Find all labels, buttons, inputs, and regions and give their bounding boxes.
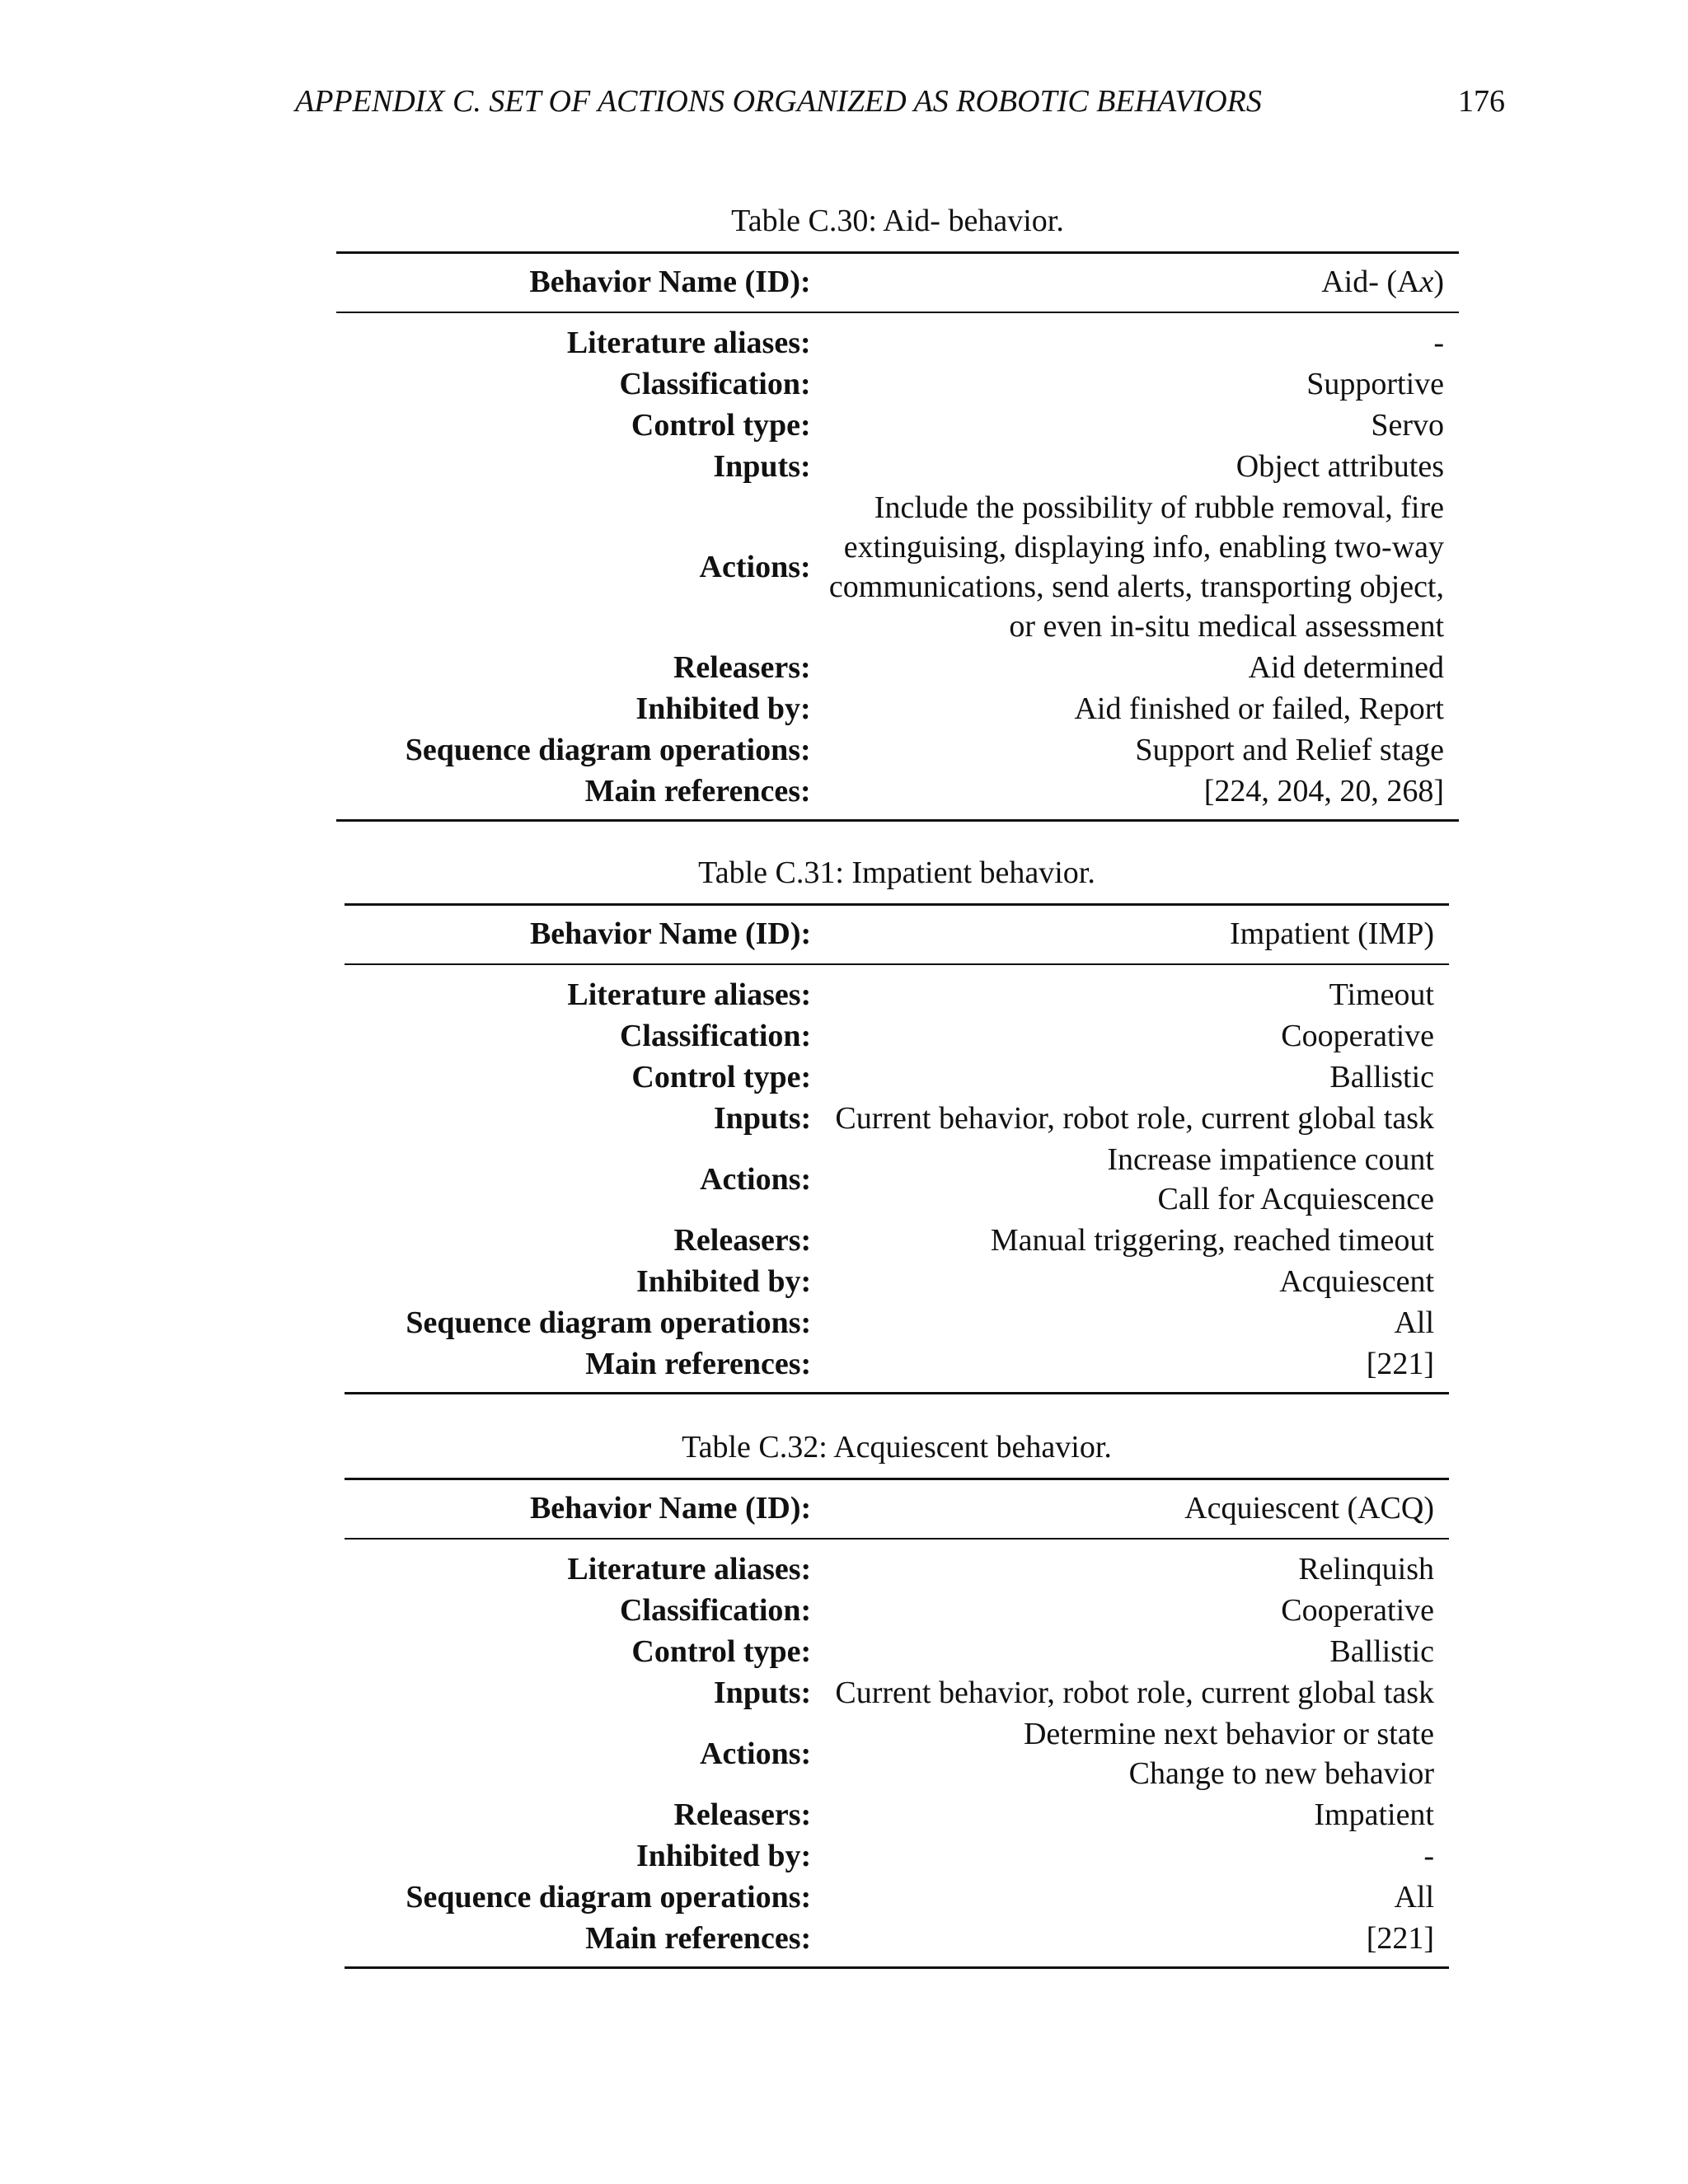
behavior-table [336, 251, 1459, 822]
table-caption: Table C.30: Aid- behavior. [731, 204, 1064, 238]
header-key: Behavior Name (ID): [336, 253, 819, 313]
table-row [336, 487, 1459, 647]
row-key: Releasers: [673, 1223, 812, 1258]
row-key: Actions: [700, 1736, 812, 1771]
row-value [819, 771, 1459, 821]
row-value-line: Support and Relief stage [1135, 733, 1444, 767]
row-value [819, 729, 1459, 771]
header-value: Acquiescent (ACQ) [819, 1479, 1449, 1540]
row-value [819, 1631, 1449, 1672]
behavior-table [345, 1478, 1449, 1969]
row-value-line: Supportive [1306, 367, 1444, 401]
row-key: Releasers: [673, 1797, 812, 1832]
table-row [345, 1794, 1449, 1835]
row-key: Classification: [619, 367, 811, 401]
row-value [819, 312, 1459, 363]
row-value [819, 1015, 1449, 1057]
row-value [819, 647, 1459, 688]
row-value-line: Ballistic [1329, 1634, 1434, 1669]
row-value-line: Include the possibility of rubble removal, fire [874, 490, 1444, 525]
row-value-line: Manual triggering, reached timeout [990, 1223, 1434, 1258]
table-acquiescent-behavior [345, 1427, 1449, 1969]
row-key: Literature aliases: [567, 977, 812, 1012]
table-row [345, 1877, 1449, 1918]
page-number: 176 [1458, 84, 1505, 119]
row-value [819, 1877, 1449, 1918]
row-key: Literature aliases: [567, 1552, 812, 1586]
row-key: Actions: [699, 550, 811, 584]
table-row [345, 1918, 1449, 1968]
table-caption: Table C.31: Impatient behavior. [698, 855, 1095, 890]
row-key: Sequence diagram operations: [405, 733, 811, 767]
row-value-line: Ballistic [1329, 1060, 1434, 1094]
header-value: Impatient (IMP) [819, 905, 1449, 965]
row-value [819, 1713, 1449, 1794]
row-key: Classification: [619, 1019, 812, 1053]
row-value-line: Relinquish [1298, 1552, 1434, 1586]
row-key: Actions: [700, 1162, 812, 1197]
row-value [819, 1539, 1449, 1590]
table-row [345, 1713, 1449, 1794]
row-key: Inhibited by: [635, 1264, 812, 1299]
table-header-row [336, 253, 1459, 313]
table-aid-behavior [336, 200, 1459, 822]
table-row [336, 688, 1459, 729]
table-header-row [345, 1479, 1449, 1540]
row-key: Control type: [631, 1634, 812, 1669]
row-key: Releasers: [673, 650, 811, 685]
row-value-line: Object attributes [1236, 449, 1444, 484]
table-row [345, 1302, 1449, 1343]
table-row [345, 1261, 1449, 1302]
row-value [819, 1139, 1449, 1220]
table-row [345, 964, 1449, 1015]
row-key: Literature aliases: [566, 326, 811, 360]
row-value-line: extinguising, displaying info, enabling two-way [843, 530, 1444, 565]
row-value [819, 487, 1459, 647]
table-row [336, 312, 1459, 363]
row-value [819, 1672, 1449, 1713]
table-impatient-behavior [345, 852, 1449, 1394]
row-value [819, 363, 1459, 405]
running-head [295, 81, 1505, 122]
table-row [345, 1835, 1449, 1877]
row-value-line: Cooperative [1281, 1593, 1434, 1628]
row-value [819, 1835, 1449, 1877]
header-key: Behavior Name (ID): [345, 1479, 819, 1540]
row-value [819, 688, 1459, 729]
table-row [336, 405, 1459, 446]
row-value-line: Call for Acquiescence [1157, 1182, 1434, 1216]
row-value-line: [221] [1366, 1347, 1434, 1381]
row-value [819, 1794, 1449, 1835]
row-value-line: All [1394, 1305, 1434, 1340]
row-key: Classification: [619, 1593, 812, 1628]
row-key: Sequence diagram operations: [406, 1880, 812, 1915]
row-key: Sequence diagram operations: [406, 1305, 812, 1340]
row-value-line: All [1394, 1880, 1434, 1915]
row-value [819, 1057, 1449, 1098]
table-row [336, 363, 1459, 405]
table-row [336, 771, 1459, 821]
row-value [819, 1302, 1449, 1343]
table-row [345, 1672, 1449, 1713]
table-row [345, 1098, 1449, 1139]
row-value-line: Determine next behavior or state [1023, 1717, 1434, 1751]
row-key: Control type: [631, 408, 811, 443]
table-row [345, 1015, 1449, 1057]
row-value-line: [221] [1366, 1921, 1434, 1956]
row-value [819, 405, 1459, 446]
row-value-line: Current behavior, robot role, current global task [835, 1675, 1434, 1710]
table-row [345, 1139, 1449, 1220]
table-caption: Table C.32: Acquiescent behavior. [682, 1430, 1112, 1465]
table-row [336, 647, 1459, 688]
row-value-line: Cooperative [1281, 1019, 1434, 1053]
running-head-title: APPENDIX C. SET OF ACTIONS ORGANIZED AS ROBOTIC BEHAVIORS [295, 84, 1262, 119]
row-value [819, 1220, 1449, 1261]
header-value: Aid- (Ax) [819, 253, 1459, 313]
row-key: Inhibited by: [635, 691, 811, 726]
table-row [345, 1220, 1449, 1261]
row-value [819, 1918, 1449, 1968]
table-header-row [345, 905, 1449, 965]
row-value-line: communications, send alerts, transporting object, [828, 569, 1444, 604]
table-row [345, 1590, 1449, 1631]
behavior-table [345, 903, 1449, 1394]
row-value-line: Acquiescent [1279, 1264, 1434, 1299]
row-value-line: - [1433, 326, 1444, 360]
row-key: Main references: [585, 1921, 812, 1956]
row-value-line: Servo [1371, 408, 1444, 443]
row-value-line: Current behavior, robot role, current global task [835, 1101, 1434, 1136]
table-row [345, 1631, 1449, 1672]
table-row [345, 1343, 1449, 1394]
row-value-line: - [1423, 1839, 1434, 1873]
row-value-line: [224, 204, 20, 268] [1203, 774, 1444, 808]
row-value [819, 446, 1459, 487]
row-key: Inputs: [713, 449, 811, 484]
header-key: Behavior Name (ID): [345, 905, 819, 965]
row-key: Control type: [631, 1060, 812, 1094]
row-key: Inputs: [713, 1675, 812, 1710]
row-value [819, 1343, 1449, 1394]
row-value-line: Increase impatience count [1107, 1142, 1434, 1177]
row-value-line: Timeout [1329, 977, 1434, 1012]
row-value-line: Aid finished or failed, Report [1074, 691, 1444, 726]
row-value [819, 1261, 1449, 1302]
row-key: Main references: [584, 774, 811, 808]
row-value-line: or even in-situ medical assessment [1009, 609, 1444, 644]
row-value-line: Impatient [1314, 1797, 1434, 1832]
row-value-line: Aid determined [1248, 650, 1444, 685]
table-row [336, 729, 1459, 771]
row-value-line: Change to new behavior [1128, 1756, 1434, 1791]
row-value [819, 1098, 1449, 1139]
table-row [345, 1539, 1449, 1590]
row-value [819, 1590, 1449, 1631]
row-value [819, 964, 1449, 1015]
table-row [345, 1057, 1449, 1098]
row-key: Inhibited by: [635, 1839, 812, 1873]
row-key: Main references: [585, 1347, 812, 1381]
table-row [336, 446, 1459, 487]
row-key: Inputs: [713, 1101, 812, 1136]
